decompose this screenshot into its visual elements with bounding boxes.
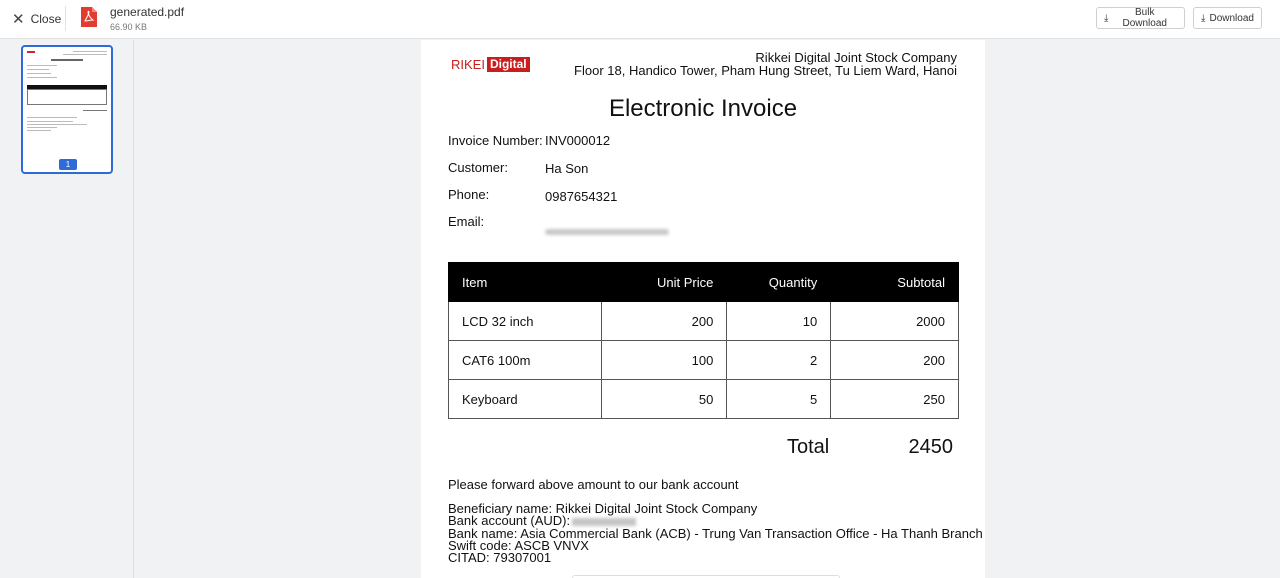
divider [65,6,66,31]
table-header-row [449,263,959,302]
column-header-quantity: Quantity [727,263,831,302]
bank-name-line: Bank name: Asia Commercial Bank (ACB) - Trung Van Transaction Office - Ha Thanh Branch [448,525,983,541]
invoice-number-value: INV000012 [545,133,611,148]
table-row [449,341,959,380]
page-number-badge: 1 [59,159,77,170]
column-header-unit-price: Unit Price [601,263,727,302]
phone-label: Phone: [448,187,490,202]
company-logo [451,56,530,72]
company-address: Floor 18, Handico Tower, Pham Hung Street, Tu Liem Ward, Hanoi [574,63,957,78]
file-size: 66.90 KB [110,22,148,32]
email-label: Email: [448,214,485,229]
page-thumbnail[interactable] [21,45,113,174]
cell-subtotal: 250 [831,380,959,419]
pdf-page [421,40,985,578]
company-name: Rikkei Digital Joint Stock Company [755,50,957,65]
citad-line: CITAD: 79307001 [448,550,552,566]
close-label: Close [30,12,62,26]
cell-quantity: 2 [727,341,831,380]
total-label: Total [787,436,830,458]
document-viewer[interactable] [134,40,1280,578]
top-bar [0,0,1280,39]
bank-account-redacted [572,518,636,526]
total-value: 2450 [908,436,953,458]
invoice-number-label: Invoice Number: [448,133,543,148]
logo-text: RIKEI [451,56,485,72]
bank-details [448,503,983,564]
download-button[interactable] [1193,7,1262,29]
bulk-download-button[interactable] [1096,7,1185,29]
table-row [449,302,959,341]
column-header-subtotal: Subtotal [831,263,959,302]
file-name: generated.pdf [110,5,185,19]
cell-quantity: 10 [727,302,831,341]
phone-value: 0987654321 [545,189,618,204]
customer-value: Ha Son [545,161,589,176]
cell-unit-price: 200 [601,302,727,341]
company-header [574,51,957,77]
customer-label: Customer: [448,160,508,175]
close-icon: ✕ [12,10,25,28]
cell-item: LCD 32 inch [449,302,602,341]
swift-code-line: Swift code: ASCB VNVX [448,537,589,553]
invoice-title: Electronic Invoice [608,95,798,122]
download-label: Download [1209,12,1254,24]
cell-unit-price: 100 [601,341,727,380]
pdf-file-icon [80,6,98,28]
column-header-item: Item [449,263,602,302]
bank-account-label: Bank account (AUD): [448,513,571,529]
cell-unit-price: 50 [601,380,727,419]
thumbnail-logo [27,51,35,53]
cell-item: Keyboard [449,380,602,419]
cell-subtotal: 200 [831,341,959,380]
beneficiary-line: Beneficiary name: Rikkei Digital Joint Stock Company [448,501,758,516]
cell-quantity: 5 [727,380,831,419]
invoice-items-table [448,262,959,419]
thumbnail-sidebar [0,40,134,578]
logo-badge: Digital [487,57,530,72]
table-row [449,380,959,419]
bank-instruction: Please forward above amount to our bank account [448,477,739,492]
download-icon: ⤓ [1104,12,1109,24]
cell-item: CAT6 100m [449,341,602,380]
bulk-download-label: Bulk Download [1122,7,1167,29]
close-button[interactable] [12,9,61,29]
download-icon: ⤓ [1201,12,1206,24]
cell-subtotal: 2000 [831,302,959,341]
email-value-redacted [545,229,669,235]
